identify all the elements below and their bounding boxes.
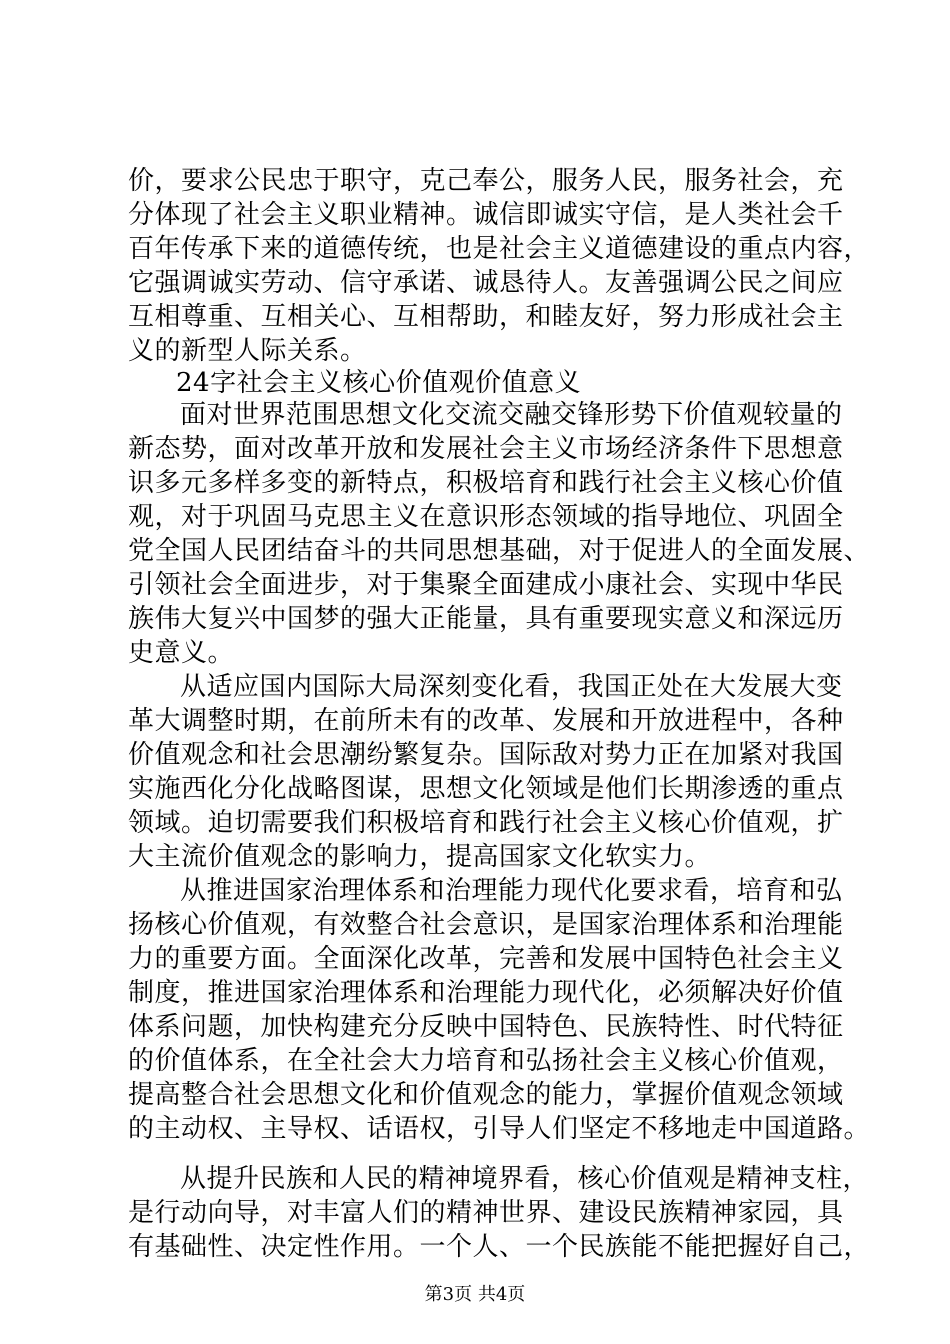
body-text-line: 义的新型人际关系。	[128, 336, 367, 366]
body-text-line: 观，对于巩固马克思主义在意识形态领域的指导地位、巩固全	[128, 502, 844, 532]
body-text-line: 有基础性、决定性作用。一个人、一个民族能不能把握好自己，	[128, 1232, 871, 1262]
section-heading: 24字社会主义核心价值观价值意义	[176, 368, 582, 398]
body-text-line: 领域。迫切需要我们积极培育和践行社会主义核心价值观，扩	[128, 808, 844, 838]
body-text-line: 是行动向导，对丰富人们的精神世界、建设民族精神家园，具	[128, 1198, 844, 1228]
body-text-line: 的价值体系，在全社会大力培育和弘扬社会主义核心价值观，	[128, 1046, 844, 1076]
body-text-line: 的主动权、主导权、话语权，引导人们坚定不移地走中国道路。	[128, 1114, 871, 1144]
body-text-line: 提高整合社会思想文化和价值观念的能力，掌握价值观念领域	[128, 1080, 844, 1110]
body-text-line: 从推进国家治理体系和治理能力现代化要求看，培育和弘	[180, 876, 843, 906]
body-text-line: 从适应国内国际大局深刻变化看，我国正处在大发展大变	[180, 672, 843, 702]
body-text-line: 互相尊重、互相关心、互相帮助，和睦友好，努力形成社会主	[128, 302, 844, 332]
body-text-line: 新态势，面对改革开放和发展社会主义市场经济条件下思想意	[128, 434, 844, 464]
body-text-line: 引领社会全面进步，对于集聚全面建成小康社会、实现中华民	[128, 570, 844, 600]
body-text-line: 史意义。	[128, 638, 235, 668]
body-text-line: 制度，推进国家治理体系和治理能力现代化，必须解决好价值	[128, 978, 844, 1008]
body-text-line: 扬核心价值观，有效整合社会意识，是国家治理体系和治理能	[128, 910, 844, 940]
body-text-line: 族伟大复兴中国梦的强大正能量，具有重要现实意义和深远历	[128, 604, 844, 634]
body-text-line: 体系问题，加快构建充分反映中国特色、民族特性、时代特征	[128, 1012, 844, 1042]
body-text-line: 大主流价值观念的影响力，提高国家文化软实力。	[128, 842, 712, 872]
body-text-line: 价值观念和社会思潮纷繁复杂。国际敌对势力正在加紧对我国	[128, 740, 844, 770]
body-text-line: 面对世界范围思想文化交流交融交锋形势下价值观较量的	[180, 400, 843, 430]
body-text-line: 实施西化分化战略图谋，思想文化领域是他们长期渗透的重点	[128, 774, 844, 804]
page-footer: 第3页 共4页	[424, 1284, 526, 1305]
body-text-line: 从提升民族和人民的精神境界看，核心价值观是精神支柱，	[180, 1164, 870, 1194]
body-text-line: 分体现了社会主义职业精神。诚信即诚实守信，是人类社会千	[128, 200, 844, 230]
body-text-line: 百年传承下来的道德传统，也是社会主义道德建设的重点内容，	[128, 234, 871, 264]
body-text-line: 价，要求公民忠于职守，克己奉公，服务人民，服务社会，充	[128, 166, 844, 196]
body-text-line: 力的重要方面。全面深化改革，完善和发展中国特色社会主义	[128, 944, 844, 974]
body-text-line: 党全国人民团结奋斗的共同思想基础，对于促进人的全面发展、	[128, 536, 871, 566]
body-text-line: 革大调整时期，在前所未有的改革、发展和开放进程中，各种	[128, 706, 844, 736]
body-text-line: 它强调诚实劳动、信守承诺、诚恳待人。友善强调公民之间应	[128, 268, 844, 298]
body-text-line: 识多元多样多变的新特点，积极培育和践行社会主义核心价值	[128, 468, 844, 498]
